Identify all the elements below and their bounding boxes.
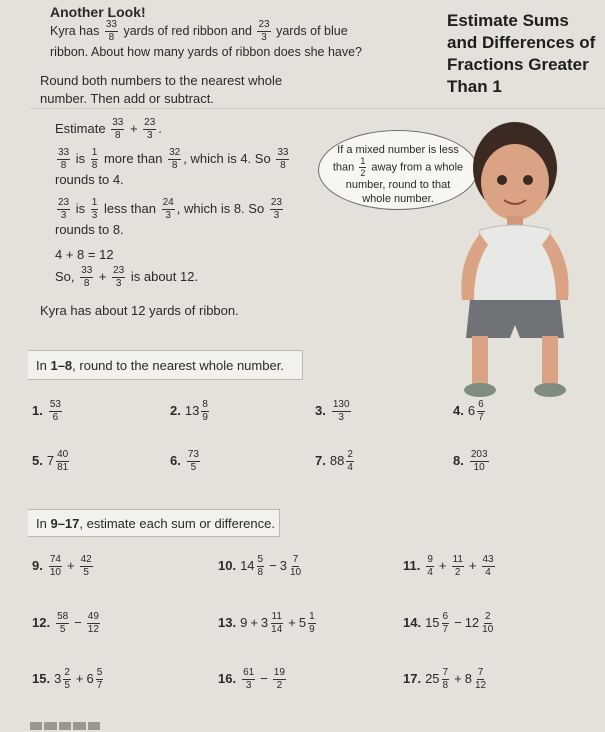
numerator: 33 [105,19,117,30]
fraction [56,450,69,473]
denominator: 12 [87,624,99,635]
problem-item [315,400,353,423]
problem-number: 17. [403,670,422,686]
mixed-number [279,554,304,578]
numerator: 2 [484,611,491,622]
operator: + [250,614,258,630]
mixed-number [464,667,489,691]
fraction [168,148,181,171]
tip-line-3: number, round to that [345,179,451,191]
denominator: 8 [83,278,90,289]
problem-number: 9. [32,557,43,573]
numerator: 11 [452,554,463,565]
denominator: 2 [276,680,283,691]
whole-part: 6 [467,402,476,418]
mixed-number [184,399,211,423]
fraction [63,668,71,691]
whole-part: 3 [54,670,62,686]
numerator: 11 [271,611,282,622]
numerator: 33 [277,147,289,158]
numerator: 74 [49,554,61,565]
numerator: 2 [64,667,70,678]
boy-character-illustration [440,100,590,400]
denominator: 8 [442,680,449,691]
fraction [57,148,70,171]
mixed-number [450,554,466,578]
denominator: 3 [273,210,280,221]
mixed-number [271,667,288,691]
numerator: 23 [270,197,282,208]
operator: + [438,557,447,573]
fraction [112,266,125,289]
problem-item [32,450,71,473]
mixed-number [480,554,497,578]
mixed-number [240,615,247,630]
denominator: 7 [442,624,449,635]
intro-problem [50,20,430,61]
numerator: 203 [470,449,488,460]
denominator: 7 [478,412,484,423]
denominator: 10 [289,567,302,578]
denominator: 8 [60,160,67,171]
denominator: 10 [49,567,61,578]
label-text: In [36,358,47,373]
fraction [270,198,283,221]
mixed-number [424,554,436,578]
numerator: 58 [57,611,69,622]
fraction [470,450,489,473]
fraction [442,668,450,691]
tip-text: than [332,161,355,174]
numerator: 1 [91,197,98,208]
denominator: 3 [115,278,122,289]
fraction [477,400,485,423]
fraction [442,612,450,635]
fraction [201,400,209,423]
numerator: 5 [96,667,103,678]
numerator: 53 [49,399,61,410]
mixed-number [330,399,353,423]
problem-item [315,450,356,473]
fraction [49,400,62,423]
denominator: 3 [338,412,344,423]
step-text: less than [103,200,156,216]
problem-number: 5. [32,452,43,468]
problem-number: 3. [315,402,326,418]
numerator: 5 [257,554,264,565]
fraction [242,668,255,691]
operator: + [468,557,477,573]
mixed-number [425,611,451,635]
code-mark [44,722,56,730]
problem-item [32,400,64,423]
mixed-number [47,554,64,578]
section-2-instruction [28,509,280,537]
rounding-step-1 [55,148,315,189]
mixed-number [467,399,487,423]
denominator: 3 [245,680,252,691]
numerator: 49 [87,611,99,622]
problem-item [32,668,105,691]
fraction [80,266,93,289]
numerator: 32 [169,147,181,158]
fraction [273,668,286,691]
step-text: more than [103,150,163,166]
intro-text: yards of red ribbon and [123,23,252,38]
estimate-expression: Estimate $\frac{33}{8}$ + $\frac{23}{3}$ . [55,117,162,141]
denominator: 3 [60,210,67,221]
denominator: 81 [57,462,69,473]
problem-number: 13. [218,614,237,630]
lesson-title-line-3: Fractions Greater [447,55,589,74]
numerator: 9 [427,554,433,565]
whole-part: 3 [279,557,287,573]
mixed-number [47,399,64,423]
estimate-label: Estimate [55,120,106,136]
fraction [257,555,265,578]
mixed-number [185,449,202,473]
mixed-number [54,611,71,635]
whole-part: 5 [298,614,307,630]
step-text: , which is 8. So [176,200,265,216]
problem-number: 1. [32,402,43,418]
fraction [111,118,124,141]
denominator: 4 [427,567,433,578]
operator: + [66,557,75,573]
problem-item [453,450,491,473]
tip-text: away from a whole [371,161,464,174]
problem-item [453,400,487,423]
operator: + [288,614,296,630]
denominator: 8 [171,160,178,171]
denominator: 5 [83,567,89,578]
denominator: 8 [91,160,98,171]
numerator: 1 [309,611,315,622]
fraction [474,668,487,691]
numerator: 33 [112,117,124,128]
plus-sign: + [129,120,138,136]
numerator: 23 [58,197,70,208]
problem-item [32,612,102,635]
label-range: 9–17 [50,516,80,531]
fraction [257,20,270,43]
operator: − [454,614,462,630]
numerator: 8 [202,399,208,410]
fraction [49,555,62,578]
whole-part: 9 [240,614,248,630]
another-look-heading: Another Look! [50,4,146,20]
whole-part: 88 [329,452,345,468]
label-text: , round to the nearest whole number. [72,358,284,373]
mixed-number [260,611,285,635]
numerator: 73 [187,449,199,460]
problem-item [170,450,202,473]
numerator: 6 [478,399,484,410]
problem-number: 12. [32,614,51,630]
denominator: 2 [454,567,461,578]
fraction [276,148,289,171]
numerator: 23 [144,117,156,128]
fraction [346,450,354,473]
fraction [162,198,175,221]
so-statement [55,266,198,289]
numerator: 40 [57,449,69,460]
fraction [482,555,495,578]
conclusion: Kyra has about 12 yards of ribbon. [40,303,239,318]
numerator: 23 [258,19,270,30]
instruction-line-2: number. Then add or subtract. [40,91,214,106]
numerator: 130 [332,399,350,410]
denominator: 9 [202,412,208,423]
problem-number: 8. [453,452,464,468]
fraction [80,555,93,578]
denominator: 4 [347,462,353,473]
code-mark [59,722,71,730]
step-text: is [75,150,86,166]
problem-item [218,612,318,635]
fraction [56,612,69,635]
label-text: , estimate each sum or difference. [79,516,275,531]
denominator: 3 [146,130,153,141]
fraction [143,118,156,141]
operator: − [269,557,277,573]
denominator: 10 [482,624,494,635]
numerator: 19 [273,667,285,678]
intro-text: yards of blue [276,23,348,38]
label-text: In [36,516,47,531]
problem-item [403,612,496,635]
step-text: , which is 4. So [183,150,271,166]
problem-number: 11. [403,557,421,573]
denominator: 4 [485,567,491,578]
fraction [96,668,104,691]
step-text: So, [55,268,75,284]
fraction [359,157,366,178]
denominator: 5 [59,624,66,635]
problem-item [403,555,497,578]
instruction-line-1: Round both numbers to the nearest whole [40,73,283,88]
problem-number: 7. [315,452,326,468]
fraction [57,198,70,221]
fraction [91,198,99,221]
numerator: 7 [442,667,449,678]
lesson-title-line-2: and Differences of [447,33,596,52]
problem-number: 10. [218,557,237,573]
instructions [40,72,340,108]
step-text: is [75,200,86,216]
numerator: 33 [58,147,70,158]
problem-number: 4. [453,402,464,418]
mixed-number [468,449,491,473]
mixed-number [46,449,71,473]
numerator: 23 [113,265,125,276]
denominator: 8 [108,32,115,43]
operator: + [75,670,84,686]
denominator: 8 [114,130,121,141]
denominator: 8 [280,160,286,171]
section-1-instruction [28,350,303,380]
whole-part: 8 [464,670,472,686]
whole-part: 3 [260,614,269,630]
denominator: 5 [64,680,70,691]
operator: + [454,670,462,686]
intro-text-line-2: ribbon. About how many yards of ribbon does she have? [50,45,363,59]
mixed-number [85,611,102,635]
numerator: 43 [482,554,494,565]
problem-number: 15. [32,670,51,686]
denominator: 14 [271,624,283,635]
rounding-step-2 [55,198,315,239]
whole-part: 12 [464,614,480,630]
whole-part: 13 [184,402,200,418]
denominator: 9 [309,624,315,635]
denominator: 5 [190,462,197,473]
numerator: 1 [91,147,98,158]
mixed-number [240,554,266,578]
whole-part: 25 [425,670,440,686]
mixed-number [54,667,73,691]
denominator: 7 [96,680,103,691]
denominator: 8 [257,567,264,578]
problem-item [170,400,211,423]
denominator: 3 [165,210,171,221]
whole-part: 7 [46,452,55,468]
problem-item [403,668,489,691]
numerator: 61 [243,667,255,678]
code-mark [88,722,100,730]
fraction [308,612,316,635]
equation: 4 + 8 = 12 [55,247,114,262]
whole-part: 14 [240,557,255,573]
mixed-number [298,611,318,635]
problem-item [218,555,304,578]
lesson-title [447,10,605,98]
problem-number: 14. [403,614,422,630]
denominator: 3 [261,32,267,43]
numerator: 7 [477,667,484,678]
fraction [187,450,200,473]
numerator: 24 [162,197,174,208]
code-mark [73,722,85,730]
mixed-number [464,611,497,635]
numerator: 33 [81,265,93,276]
denominator: 10 [473,462,485,473]
fraction [91,148,99,171]
numerator: 42 [80,554,92,565]
lesson-title-line-1: Estimate Sums [447,11,569,30]
code-mark [30,722,42,730]
mixed-number [425,667,451,691]
whole-part: 6 [86,670,94,686]
tip-line-4: whole number. [362,193,434,205]
footer-code-marks [30,722,100,730]
fraction [105,20,118,43]
mixed-number [329,449,356,473]
problem-number: 2. [170,402,181,418]
denominator: 3 [91,210,98,221]
numerator: 6 [442,611,449,622]
problem-item [218,668,288,691]
denominator: 12 [474,680,487,691]
numerator: 7 [292,554,299,565]
plus-sign: + [98,268,107,284]
mixed-number [86,667,105,691]
mixed-number [240,667,257,691]
fraction [289,555,302,578]
problem-item [32,555,95,578]
denominator: 2 [360,168,366,178]
step-text: is about 12. [130,268,199,284]
operator: − [260,670,268,686]
denominator: 6 [52,412,59,423]
fraction [270,612,283,635]
problem-number: 16. [218,670,237,686]
numerator: 1 [360,156,366,166]
fraction [332,400,351,423]
intro-text: Kyra has [50,23,100,38]
fraction [87,612,100,635]
step-text: rounds to 4. [55,172,124,187]
operator: − [74,614,82,630]
step-text: rounds to 8. [55,222,124,237]
tip-line-1: If a mixed number is less [337,144,459,156]
fraction [426,555,434,578]
fraction [481,612,494,635]
lesson-title-line-4: Than 1 [447,77,502,96]
whole-part: 15 [425,614,440,630]
mixed-number [78,554,95,578]
problem-number: 6. [170,452,181,468]
numerator: 2 [347,449,353,460]
fraction [452,555,464,578]
label-range: 1–8 [50,358,73,373]
